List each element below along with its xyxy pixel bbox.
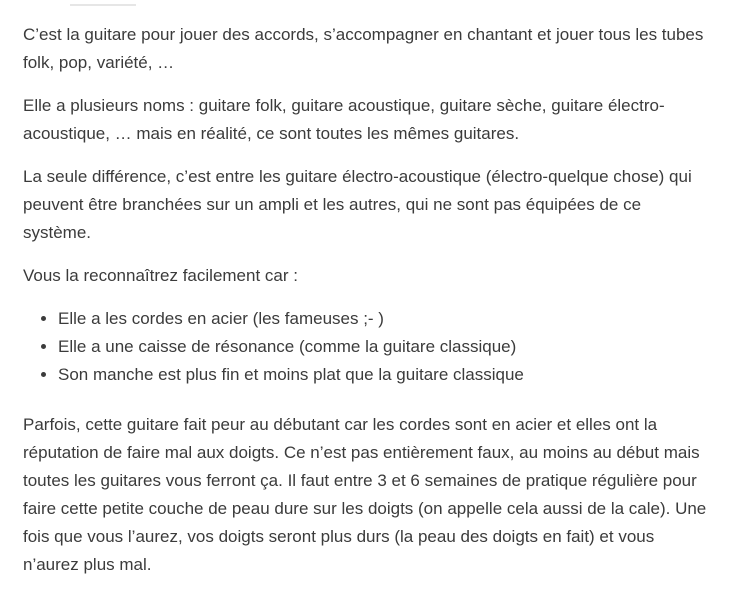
features-list: [23, 305, 713, 389]
paragraph-recognize: Vous la reconnaîtrez facilement car :: [23, 266, 298, 285]
paragraph-strings: Parfois, cette guitare fait peur au débutant car les cordes sont en acier et elles ont la réputation de faire mal aux doigts. Ce n’est pas entièrement faux, au moins au début mais toutes les guitares vous ferront ça. Il faut entre 3 et 6 semaines de pratique régulière pour faire cette petite couche de peau dure sur les doigts (on appelle cela aussi de la cale). Une fois que vous l’aurez, vos doigts seront plus durs (la peau des doigts en fait) et vous n’aurez plus mal.: [23, 415, 707, 574]
paragraph-names: Elle a plusieurs noms : guitare folk, guitare acoustique, guitare sèche, guitare électro-acoustique, … mais en réalité, ce sont toutes les mêmes guitares.: [23, 96, 665, 143]
paragraph-difference: La seule différence, c’est entre les guitare électro-acoustique (électro-quelque chose) qui peuvent être branchées sur un ampli et les autres, qui ne sont pas équipées de ce système.: [23, 167, 692, 242]
article-body: [23, 21, 713, 594]
top-divider-fragment: [70, 0, 136, 6]
list-item: • Son manche est plus fin et moins plat que la guitare classique: [58, 361, 713, 389]
list-item: • Elle a les cordes en acier (les fameuses ;- ): [58, 305, 713, 333]
list-item: • Elle a une caisse de résonance (comme la guitare classique): [58, 333, 713, 361]
paragraph-intro: C’est la guitare pour jouer des accords, s’accompagner en chantant et jouer tous les tubes folk, pop, variété, …: [23, 25, 704, 72]
